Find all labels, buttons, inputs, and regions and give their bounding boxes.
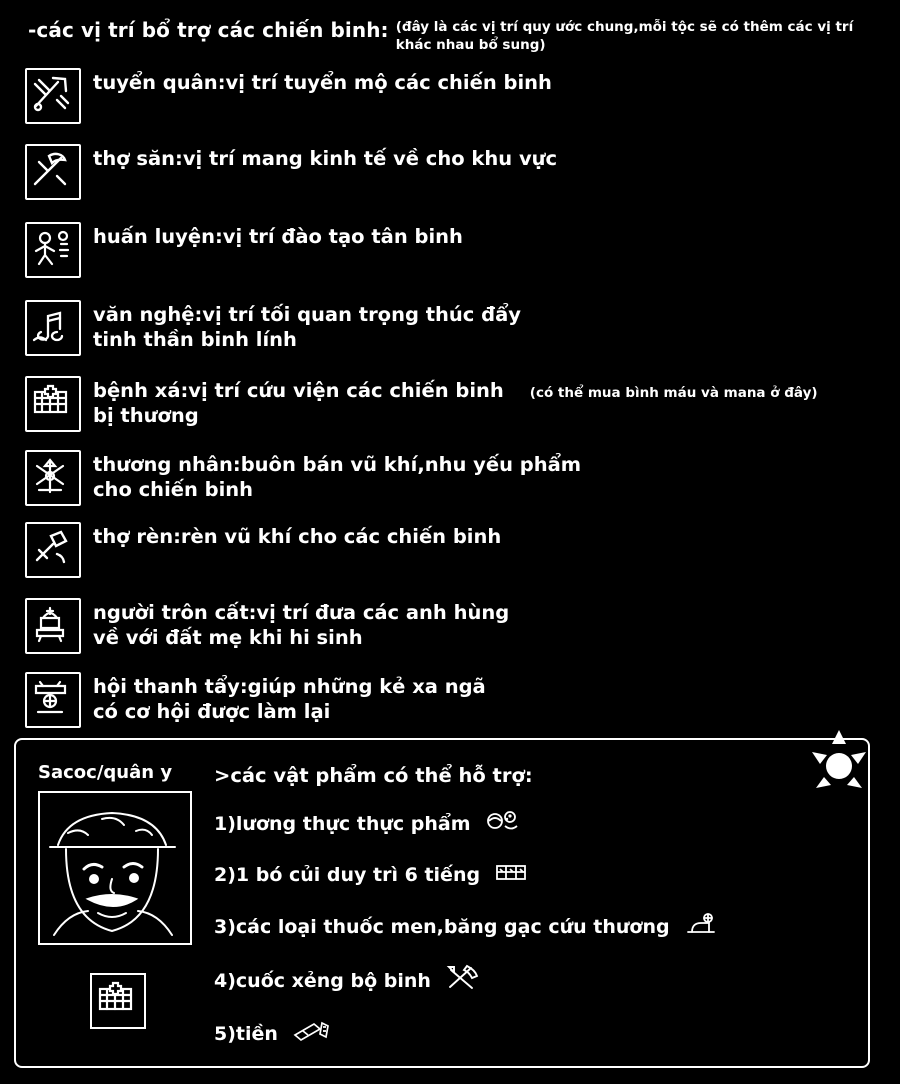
role-line-1: người trôn cất:vị trí đưa các anh hùng <box>93 601 510 624</box>
role-line-2: tinh thần binh lính <box>93 328 297 352</box>
role-line-1: thương nhân:buôn bán vũ khí,nhu yếu phẩm <box>93 453 582 476</box>
support-items-panel <box>14 738 870 1068</box>
shovel-icon <box>445 964 481 997</box>
list-item <box>25 220 885 278</box>
support-item-label: 2)1 bó củi duy trì 6 tiếng <box>214 863 481 886</box>
role-line-2: về với đất mẹ khi hi sinh <box>93 626 363 650</box>
role-line-1: thợ săn:vị trí mang kinh tế về cho khu vực <box>93 147 558 170</box>
panel-left-column <box>38 762 198 1029</box>
role-line-1: tuyển quân:vị trí tuyển mộ các chiến binh <box>93 71 552 94</box>
money-icon <box>292 1019 332 1048</box>
infirmary-icon <box>90 973 146 1029</box>
food-icon <box>485 809 519 838</box>
list-item-label <box>93 448 581 503</box>
role-line-2: bị thương <box>93 404 199 428</box>
role-line-1: thợ rèn:rèn vũ khí cho các chiến binh <box>93 525 502 548</box>
list-item-label <box>93 596 509 651</box>
support-item-label: 1)lương thực thực phẩm <box>214 812 471 835</box>
role-aside-note: (có thể mua bình máu và mana ở đây) <box>529 385 818 401</box>
burial-icon <box>25 598 81 654</box>
support-item-label: 4)cuốc xẻng bộ binh <box>214 969 431 992</box>
training-icon <box>25 222 81 278</box>
list-item <box>25 596 885 654</box>
list-item <box>214 1019 852 1048</box>
list-item <box>25 374 885 432</box>
list-item <box>214 964 852 997</box>
page-header <box>28 18 880 54</box>
panel-right-column <box>214 764 852 1070</box>
list-item <box>25 66 885 124</box>
list-item-label <box>93 374 885 429</box>
list-item <box>214 911 852 942</box>
infirmary-icon <box>25 376 81 432</box>
list-item-label <box>93 220 463 249</box>
music-icon <box>25 300 81 356</box>
role-line-1: văn nghệ:vị trí tối quan trọng thúc đẩy <box>93 303 521 326</box>
support-item-label: 3)các loại thuốc men,băng gạc cứu thương <box>214 915 670 938</box>
purify-icon <box>25 672 81 728</box>
blacksmith-icon <box>25 522 81 578</box>
list-item <box>25 670 885 728</box>
list-item <box>25 520 885 578</box>
role-line-1: hội thanh tẩy:giúp những kẻ xa ngã <box>93 675 486 698</box>
list-item-label <box>93 66 552 95</box>
role-line-2: cho chiến binh <box>93 478 254 502</box>
merchant-icon <box>25 450 81 506</box>
list-item-label <box>93 298 521 353</box>
firewood-icon <box>494 860 528 889</box>
list-item <box>214 809 852 838</box>
list-item-label <box>93 142 557 171</box>
page-title: -các vị trí bổ trợ các chiến binh: <box>28 18 389 42</box>
list-item <box>214 860 852 889</box>
medicine-icon <box>684 911 718 942</box>
list-item-label <box>93 520 501 549</box>
list-item <box>25 298 885 356</box>
role-line-1: huấn luyện:vị trí đào tạo tân binh <box>93 225 463 248</box>
role-list <box>25 66 885 738</box>
medic-portrait <box>38 791 192 945</box>
list-item <box>25 142 885 200</box>
list-item <box>25 448 885 506</box>
page-subtitle-note: (đây là các vị trí quy ước chung,mỗi tộc sẽ có thêm các vị trí khác nhau bổ sung) <box>395 19 854 54</box>
hunter-icon <box>25 144 81 200</box>
support-items-heading: >các vật phẩm có thể hỗ trợ: <box>214 764 533 787</box>
support-item-label: 5)tiền <box>214 1022 278 1045</box>
character-name-label: Sacoc/quân y <box>38 762 173 783</box>
role-line-2: có cơ hội được làm lại <box>93 700 331 724</box>
recruit-icon <box>25 68 81 124</box>
role-line-1: bệnh xá:vị trí cứu viện các chiến binh <box>93 379 504 402</box>
list-item-label <box>93 670 486 725</box>
